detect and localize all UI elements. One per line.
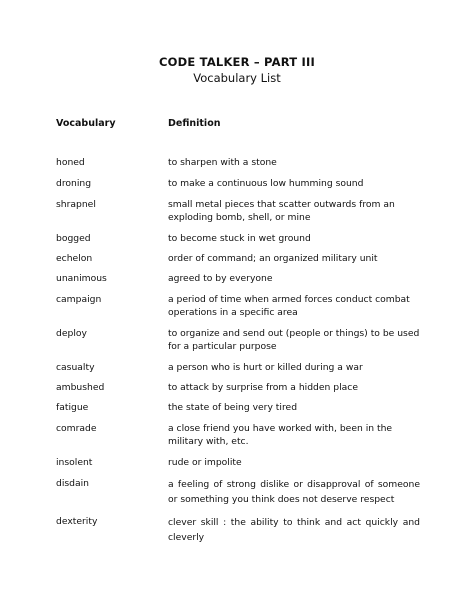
vocabulary-definition: a person who is hurt or killed during a war (168, 362, 363, 373)
vocabulary-definition: order of command; an organized military unit (168, 253, 378, 264)
vocabulary-definition: to make a continuous low humming sound (168, 178, 364, 189)
vocabulary-term: fatigue (56, 402, 89, 413)
vocabulary-term: casualty (56, 362, 95, 373)
vocabulary-definition: to organize and send out (people or things) to be used for a particular purpose (168, 328, 420, 352)
vocabulary-term: unanimous (56, 273, 107, 284)
vocabulary-definition: rude or impolite (168, 457, 242, 468)
vocabulary-definition: to attack by surprise from a hidden place (168, 382, 359, 393)
column-header-definition: Definition (168, 118, 221, 129)
column-header-vocabulary: Vocabulary (56, 118, 116, 129)
vocabulary-definition: a feeling of strong dislike or disapproval of someone or something you think does not deserve respect (168, 479, 420, 505)
vocabulary-definition: a period of time when armed forces conduct combat operations in a specific area (168, 294, 410, 318)
vocabulary-term: dexterity (56, 516, 98, 527)
vocabulary-term: echelon (56, 253, 93, 264)
vocabulary-term: bogged (56, 233, 91, 244)
vocabulary-definition: small metal pieces that scatter outwards from an exploding bomb, shell, or mine (168, 199, 395, 223)
vocabulary-term: campaign (56, 294, 102, 305)
vocabulary-term: deploy (56, 328, 87, 339)
vocabulary-term: disdain (56, 478, 90, 489)
vocabulary-term: comrade (56, 423, 97, 434)
vocabulary-term: insolent (56, 457, 93, 468)
vocabulary-term: shrapnel (56, 199, 96, 210)
document-title: CODE TALKER – PART III (159, 55, 315, 69)
vocabulary-term: droning (56, 178, 92, 189)
vocabulary-term: ambushed (56, 382, 105, 393)
vocabulary-definition: to sharpen with a stone (168, 157, 277, 168)
document-subtitle: Vocabulary List (193, 71, 281, 85)
vocabulary-definition: a close friend you have worked with, been in the military with, etc. (168, 423, 393, 447)
vocabulary-definition: to become stuck in wet ground (168, 233, 311, 244)
vocabulary-definition: agreed to by everyone (168, 273, 273, 284)
vocabulary-definition: the state of being very tired (168, 402, 298, 413)
vocabulary-definition: clever skill : the ability to think and act quickly and cleverly (168, 517, 420, 543)
vocabulary-term: honed (56, 157, 85, 168)
